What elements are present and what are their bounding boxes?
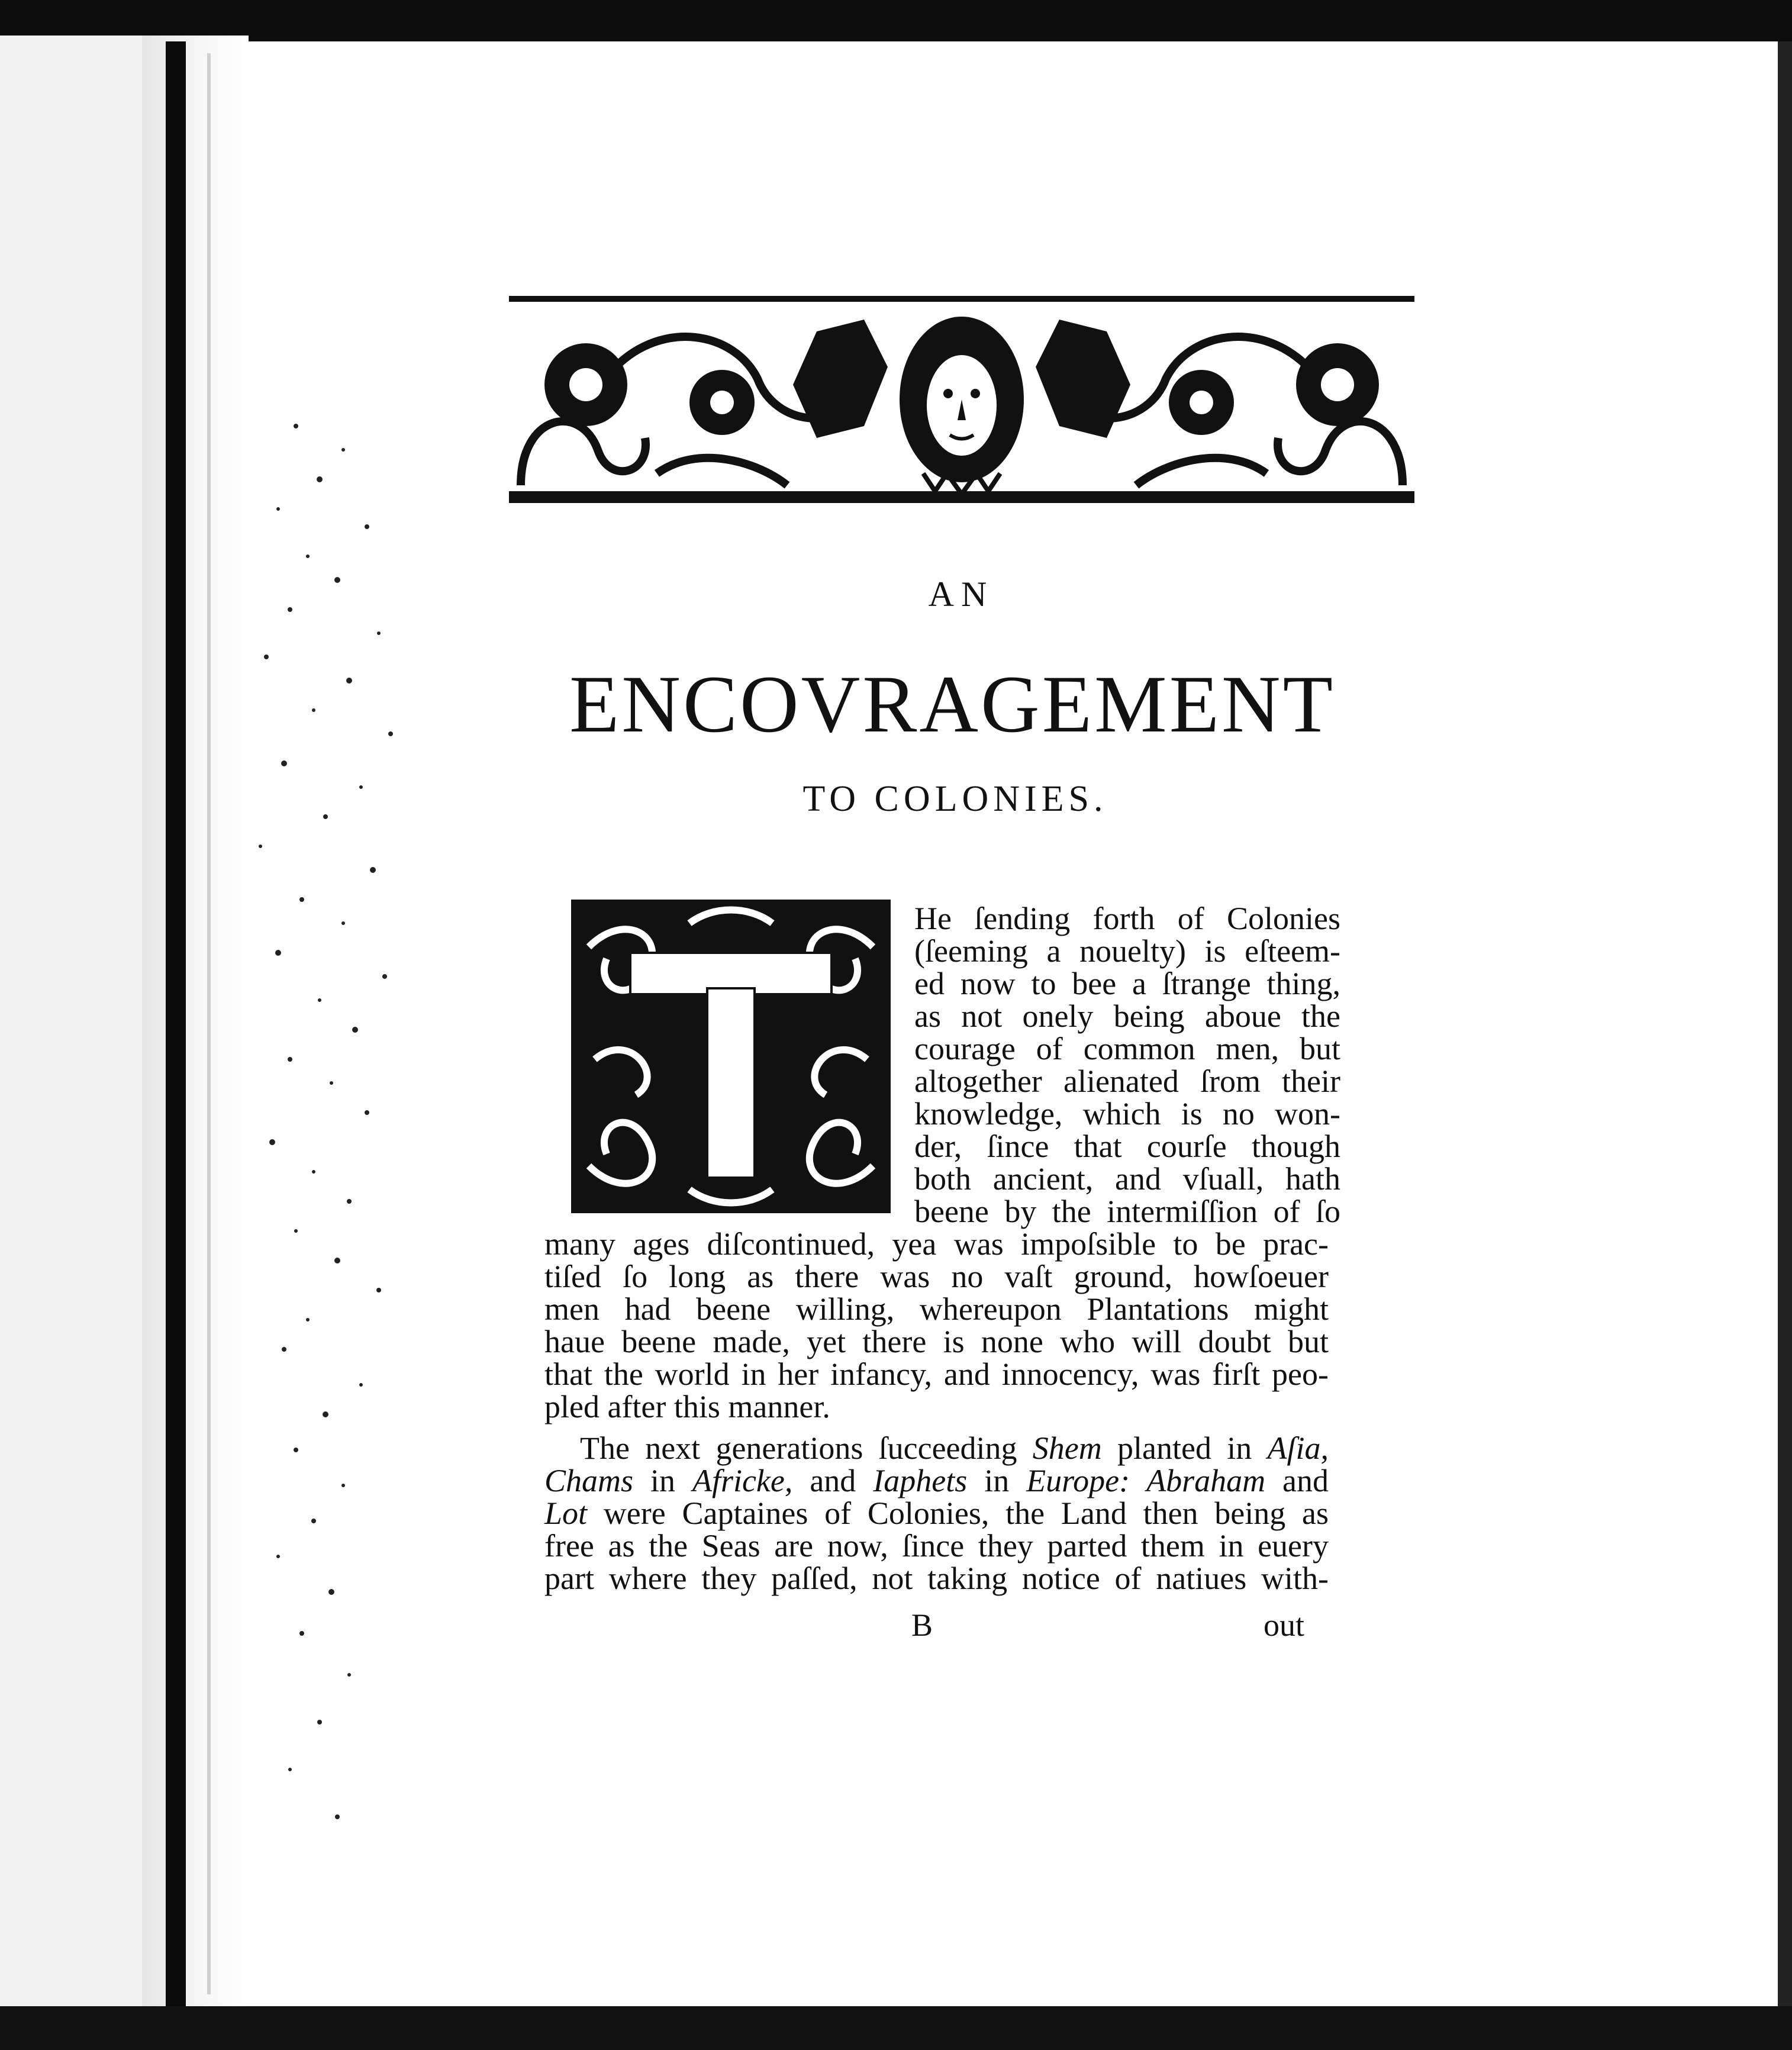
text-line: that the world in her infancy, and innocency, was firſt peo- [544,1356,1329,1392]
text-run-italic: Shem [1032,1430,1102,1466]
binding-fold [207,53,211,1994]
text-run: and [1265,1463,1329,1498]
scan-right-border [1778,41,1792,2006]
text-line [544,1465,1329,1497]
text-run-italic: Chams [544,1463,634,1498]
text-run: were Captaines of Colonies, the Land then being as [587,1495,1329,1531]
text-line: der, ſince that courſe though [914,1129,1340,1164]
text-line: altogether alienated ſrom their [914,1063,1340,1099]
text-line: many ages diſcontinued, yea was impoſsible to be prac- [544,1226,1329,1262]
text-run: planted in [1101,1430,1268,1466]
heading-sub: TO COLONIES. [802,779,1108,819]
text-line: courage of common men, but [914,1031,1340,1066]
foxing-specks [225,402,473,1882]
text-line: beene by the intermiſſion of ſo [914,1194,1340,1229]
text-run-italic: Aſia, [1267,1430,1329,1466]
drop-cap-ornament [571,900,891,1213]
binding-shadow [166,41,186,2006]
heading-small: AN [928,575,994,614]
ornamental-headpiece [509,296,1414,503]
text-line: free as the Seas are now, ſince they parted them in euery [544,1528,1329,1564]
text-run: in [967,1463,1027,1498]
text-line: knowledge, which is no won- [914,1096,1340,1132]
text-line [580,1432,1329,1464]
text-line: men had beene willing, whereupon Plantations might [544,1291,1329,1327]
text-line: (ſeeming a nouelty) is eſteem- [914,933,1340,969]
page-title: ENCOVRAGEMENT [569,659,1335,749]
scan-bottom-border [0,2006,1792,2050]
text-run-italic: Europe: Abraham [1026,1463,1266,1498]
text-line: as not onely being aboue the [914,998,1340,1034]
scan-top-border [0,0,1792,41]
drop-cap-letter: T [730,1160,731,1161]
text-line: haue beene made, yet there is none who will doubt but [544,1324,1329,1359]
text-line [544,1497,1329,1529]
text-line: tiſed ſo long as there was no vaſt ground, howſoeuer [544,1259,1329,1294]
facing-page-edge [0,36,148,2006]
text-run: in [633,1463,692,1498]
text-run: and [792,1463,874,1498]
text-run: The next generations ſucceeding [580,1430,1033,1466]
catchword: out [1264,1607,1305,1643]
text-line: both ancient, and vſuall, hath [914,1161,1340,1197]
signature-mark: B [911,1607,933,1643]
text-run-italic: Africke, [692,1463,793,1498]
text-line: He ſending forth of Colonies [914,901,1340,936]
text-run-italic: Iaphets [873,1463,968,1498]
text-line: ed now to bee a ſtrange thing, [914,966,1340,1001]
text-line: pled after this manner. [544,1389,830,1424]
text-line: part where they paſſed, not taking notice of natiues with- [544,1561,1329,1596]
text-run-italic: Lot [544,1495,588,1531]
